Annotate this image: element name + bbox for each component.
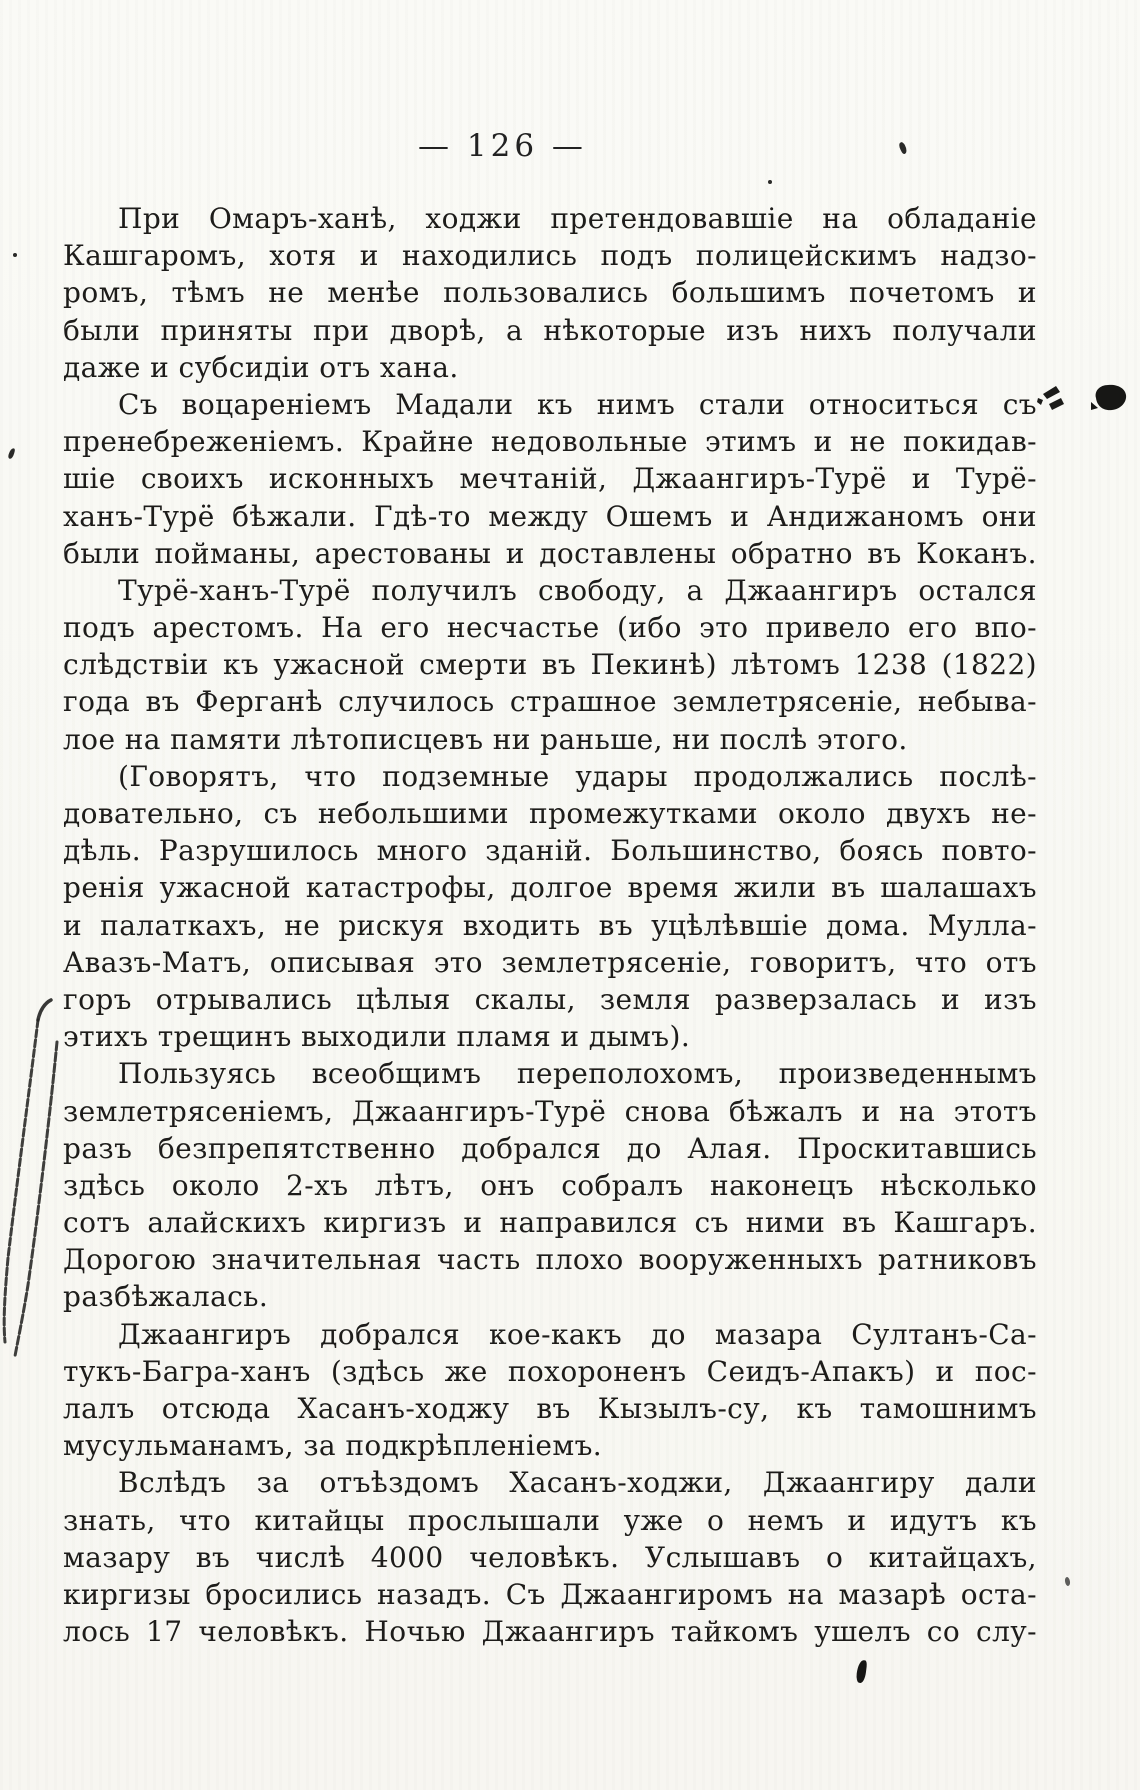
- speck-apostrophe-icon: [856, 1660, 868, 1684]
- text-line: сотъ алайскихъ киргизъ и направился съ ними въ Кашгаръ.: [63, 1206, 1037, 1240]
- pen-stroke-icon: [15, 1042, 57, 1356]
- text-line: были приняты при дворѣ, а нѣкоторые изъ нихъ получали: [63, 313, 1037, 347]
- speck-dot-icon: [13, 253, 17, 257]
- text-line: ренія ужасной катастрофы, долгое время жили въ шалашахъ: [63, 871, 1037, 905]
- text-line: Пользуясь всеобщимъ переполохомъ, произведеннымъ: [118, 1057, 1037, 1091]
- text-line: мазару въ числѣ 4000 человѣкъ. Услышавъ о китайцахъ,: [63, 1540, 1037, 1574]
- page-number-header: — 126 —: [418, 128, 587, 164]
- text-line: Турё-ханъ-Турё получилъ свободу, а Джаангиръ остался: [118, 573, 1037, 607]
- text-line: года въ Ферганѣ случилось страшное землетрясеніе, небыва-: [63, 685, 1037, 719]
- text-line: землетрясеніемъ, Джаангиръ-Турё снова бѣжалъ и на этотъ: [63, 1094, 1037, 1128]
- ink-smudge-icon: [1043, 386, 1060, 399]
- paragraph: [63, 758, 1037, 1056]
- text-line: Авазъ-Матъ, описывая это землетрясеніе, говоритъ, что отъ: [63, 945, 1037, 979]
- text-line: мусульманамъ, за подкрѣпленіемъ.: [63, 1429, 603, 1463]
- text-line: подъ арестомъ. На его несчастье (ибо это привело его впо-: [63, 611, 1037, 645]
- text-line: тукъ-Багра-ханъ (здѣсь же похороненъ Сеидъ-Апакъ) и пос-: [63, 1354, 1037, 1388]
- text-line: даже и субсидіи отъ хана.: [63, 350, 459, 384]
- text-line: пренебреженіемъ. Крайне недовольные этимъ и не покидав-: [63, 425, 1037, 459]
- text-line: этихъ трещинъ выходили пламя и дымъ).: [63, 1020, 691, 1054]
- text-line: были пойманы, арестованы и доставлены обратно въ Коканъ.: [63, 536, 1037, 570]
- text-line: лось 17 человѣкъ. Ночью Джаангиръ тайкомъ ушелъ со слу-: [63, 1615, 1037, 1649]
- text-line: ханъ-Турё бѣжали. Гдѣ-то между Ошемъ и Андижаномъ они: [63, 499, 1037, 533]
- text-line: Съ воцареніемъ Мадали къ нимъ стали относиться съ: [118, 387, 1037, 421]
- text-line: При Омаръ-ханѣ, ходжи претендовавшіе на обладаніе: [118, 202, 1037, 235]
- text-line: довательно, съ небольшими промежутками около двухъ не-: [63, 797, 1037, 830]
- text-line: Вслѣдъ за отъѣздомъ Хасанъ-ходжи, Джаангиру дали: [118, 1466, 1037, 1500]
- text-line: дѣль. Разрушилось много зданій. Большинство, боясь повто-: [63, 834, 1037, 868]
- ink-smudge-icon: [1049, 398, 1064, 410]
- text-line: Кашгаромъ, хотя и находились подъ полицейскимъ надзо-: [63, 239, 1037, 273]
- paragraph: [63, 1316, 1037, 1465]
- text-line: (Говорятъ, что подземные удары продолжались послѣ-: [118, 759, 1037, 793]
- text-line: лалъ отсюда Хасанъ-ходжу въ Кызылъ-су, къ тамошнимъ: [63, 1392, 1037, 1425]
- text-line: и палаткахъ, не рискуя входить въ уцѣлѣвшіе дома. Мулла-: [63, 908, 1037, 942]
- text-line: шіе своихъ исконныхъ мечтаній, Джаангиръ-Турё и Турё-: [63, 462, 1037, 496]
- text-line: горъ отрывались цѣлыя скалы, земля разверзалась и изъ: [63, 982, 1037, 1016]
- text-line: ромъ, тѣмъ не менѣе пользовались большимъ почетомъ и: [63, 276, 1037, 310]
- text-line: лое на памяти лѣтописцевъ ни раньше, ни послѣ этого.: [63, 722, 908, 756]
- text-line: разбѣжалась.: [63, 1280, 269, 1314]
- ink-smudge-icon: [1037, 398, 1043, 405]
- text-line: здѣсь около 2-хъ лѣтъ, онъ собралъ наконецъ нѣсколько: [63, 1168, 1037, 1202]
- text-line: Джаангиръ добрался кое-какъ до мазара Султанъ-Са-: [118, 1317, 1037, 1351]
- text-block: [63, 200, 1037, 1650]
- text-line: Дорогою значительная часть плохо вооруженныхъ ратниковъ: [63, 1243, 1037, 1277]
- paragraph: [63, 572, 1037, 758]
- paragraph: [63, 386, 1037, 572]
- text-line: киргизы бросились назадъ. Съ Джаангиромъ на мазарѣ оста-: [63, 1577, 1037, 1611]
- text-line: знать, что китайцы прослышали уже о немъ и идутъ къ: [63, 1503, 1037, 1537]
- paragraph: [63, 200, 1037, 386]
- speck-comma-icon: [1064, 1576, 1072, 1586]
- ink-blot-icon: [1096, 385, 1126, 410]
- speck-dot-icon: [768, 180, 772, 184]
- ink-blot-icon: [1091, 402, 1098, 410]
- pen-stroke-icon: [4, 1020, 38, 1342]
- pen-stroke-hook-icon: [38, 1000, 51, 1020]
- paragraph: [63, 1055, 1037, 1315]
- speck-comma-icon: [8, 448, 16, 460]
- text-line: слѣдствіи къ ужасной смерти въ Пекинѣ) лѣтомъ 1238 (1822): [63, 648, 1037, 682]
- text-line: разъ безпрепятственно добрался до Алая. Проскитавшись: [63, 1131, 1037, 1165]
- paragraph: [63, 1464, 1037, 1650]
